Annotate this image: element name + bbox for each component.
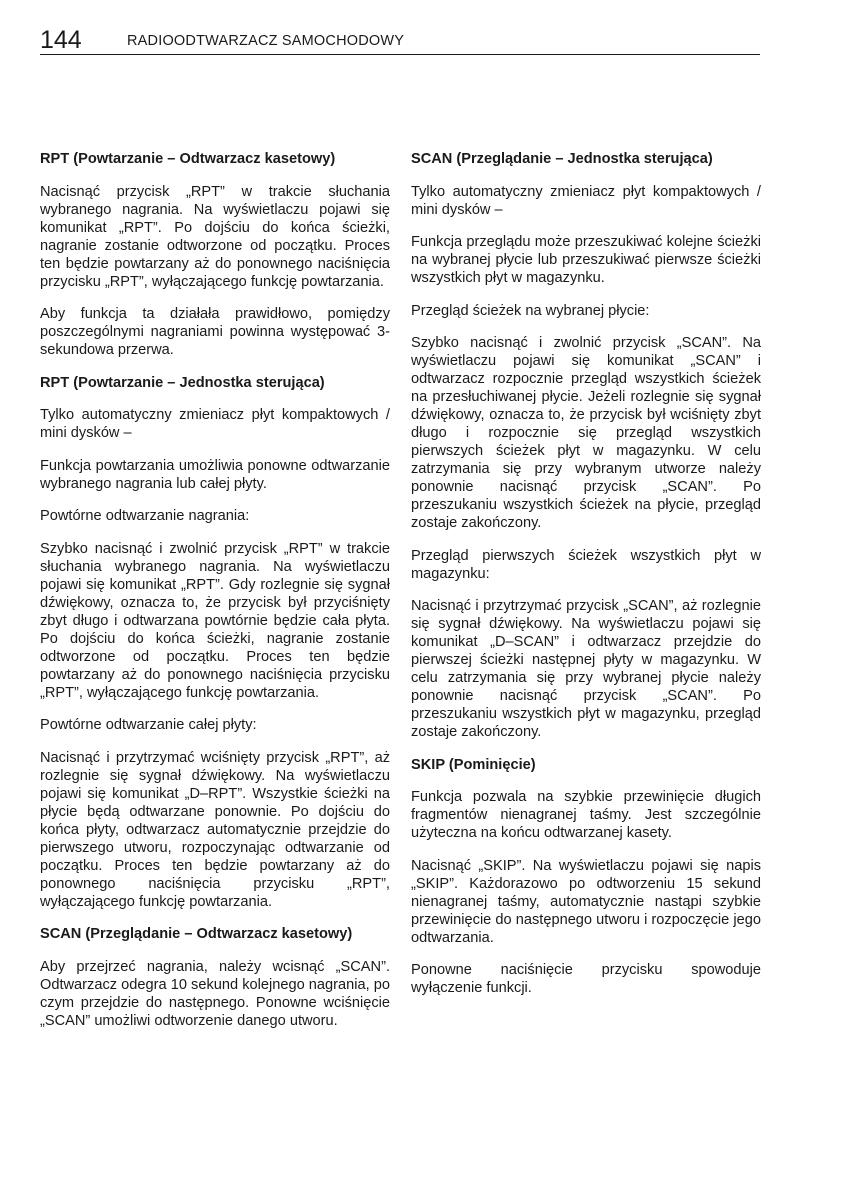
section-heading: RPT (Powtarzanie – Jednostka sterująca) — [40, 374, 325, 391]
left-column — [40, 150, 390, 1044]
paragraph: Nacisnąć i przytrzymać wciśnięty przycisk „RPT”, aż rozlegnie się sygnał dźwiękowy. Na wyświetlaczu pojawi się komunikat „D–RPT”. Wszystkie ścieżki na płycie będą odtwarzane ponownie. Po dojściu do końca płyty, odtwarzacz automatycznie przejdzie do pierwszego utworu, rozpoczynając odtwarzanie od początku. Proces ten będzie powtarzany aż do ponownego naciśnięcia przycisku „RPT”, wyłączającego funkcję powtarzania. — [40, 749, 390, 910]
page-number: 144 — [40, 26, 82, 54]
paragraph: Nacisnąć „SKIP”. Na wyświetlaczu pojawi się napis „SKIP”. Każdorazowo po odtworzeniu 15 sekund nienagranej taśmy, automatycznie nastąpi szybkie przewinięcie do następnego utworu i rozpoczęcie jego odtwarzania. — [411, 857, 761, 946]
paragraph: Szybko nacisnąć i zwolnić przycisk „RPT” w trakcie słuchania wybranego nagrania. Na wyświetlaczu pojawi się komunikat „RPT”. Gdy rozlegnie się sygnał dźwiękowy, oznacza to, że przycisk był przyciśnięty zbyt długo i odtwarzana powtórnie będzie cała płyta. Po dojściu do końca ścieżki, nagranie zostanie odtworzone od początku. Proces ten będzie powtarzany aż do ponownego naciśnięcia przycisku „RPT”, wyłączającego funkcję powtarzania. — [40, 540, 390, 701]
paragraph: Funkcja przeglądu może przeszukiwać kolejne ścieżki na wybranej płycie lub przeszukiwać pierwsze ścieżki wszystkich płyt w magazynku. — [411, 234, 761, 286]
page-header — [40, 26, 760, 55]
paragraph: Aby przejrzeć nagrania, należy wcisnąć „SCAN”. Odtwarzacz odegra 10 sekund kolejnego nagrania, po czym przejdzie do następnego. Ponowne wciśnięcie „SCAN” umożliwi odtworzenie danego utworu. — [40, 958, 390, 1029]
section-heading: SCAN (Przeglądanie – Jednostka sterująca) — [411, 151, 713, 167]
section-heading: RPT (Powtarzanie – Odtwarzacz kasetowy) — [40, 151, 336, 167]
right-column — [411, 150, 761, 1012]
section-heading: SCAN (Przeglądanie – Odtwarzacz kasetowy) — [40, 926, 353, 942]
paragraph: Przegląd pierwszych ścieżek wszystkich płyt w magazynku: — [411, 547, 761, 582]
paragraph: Nacisnąć przycisk „RPT” w trakcie słuchania wybranego nagrania. Na wyświetlaczu pojawi się komunikat „RPT”. Po dojściu do końca ścieżki, nagranie zostanie odtworzone od początku. Proces ten będzie powtarzany aż do ponownego naciśnięcia przycisku „RPT”, wyłączającego funkcję powtarzania. — [40, 183, 390, 290]
paragraph: Aby funkcja ta działała prawidłowo, pomiędzy poszczególnymi nagraniami powinna występować 3-sekundowa przerwa. — [40, 306, 390, 358]
paragraph: Funkcja pozwala na szybkie przewinięcie długich fragmentów nienagranej taśmy. Jest szczególnie użyteczna na końcu odtwarzanej kasety. — [411, 789, 761, 841]
paragraph: Szybko nacisnąć i zwolnić przycisk „SCAN”. Na wyświetlaczu pojawi się komunikat „SCAN” i odtwarzacz rozpocznie przegląd wszystkich ścieżek na przesłuchiwanej płycie. Jeżeli rozlegnie się sygnał dźwiękowy, oznacza to, że przycisk był wciśnięty zbyt długo i rozpocznie się przegląd wszystkich pierwszych ścieżek płyt w magazynku. W celu zatrzymania się przy wybranym utworze należy ponownie nacisnąć przycisk „SCAN”. Po przeszukaniu wszystkich ścieżek na płycie, przegląd zostaje zakończony. — [411, 335, 761, 531]
paragraph: Tylko automatyczny zmieniacz płyt kompaktowych / mini dysków – — [40, 407, 390, 441]
paragraph: Nacisnąć i przytrzymać przycisk „SCAN”, aż rozlegnie się sygnał dźwiękowy. Na wyświetlaczu pojawi się komunikat „D–SCAN” i odtwarzacz przejdzie do pierwszej ścieżki następnej płyty w magazynku. W celu zatrzymania się przy wybranej płycie należy ponownie nacisnąć przycisk „SCAN”. Po przeszukaniu wszystkich płyt w magazynku, przegląd zostaje zakończony. — [411, 598, 761, 740]
paragraph: Funkcja powtarzania umożliwia ponowne odtwarzanie wybranego nagrania lub całej płyty. — [40, 457, 390, 492]
paragraph: Powtórne odtwarzanie nagrania: — [40, 508, 250, 524]
section-heading: SKIP (Pominięcie) — [411, 756, 536, 773]
running-title: RADIOODTWARZACZ SAMOCHODOWY — [127, 33, 405, 49]
paragraph: Tylko automatyczny zmieniacz płyt kompaktowych / mini dysków – — [411, 183, 761, 218]
paragraph: Powtórne odtwarzanie całej płyty: — [40, 717, 257, 733]
paragraph: Ponowne naciśnięcie przycisku spowoduje wyłączenie funkcji. — [411, 962, 761, 996]
paragraph: Przegląd ścieżek na wybranej płycie: — [411, 302, 650, 319]
